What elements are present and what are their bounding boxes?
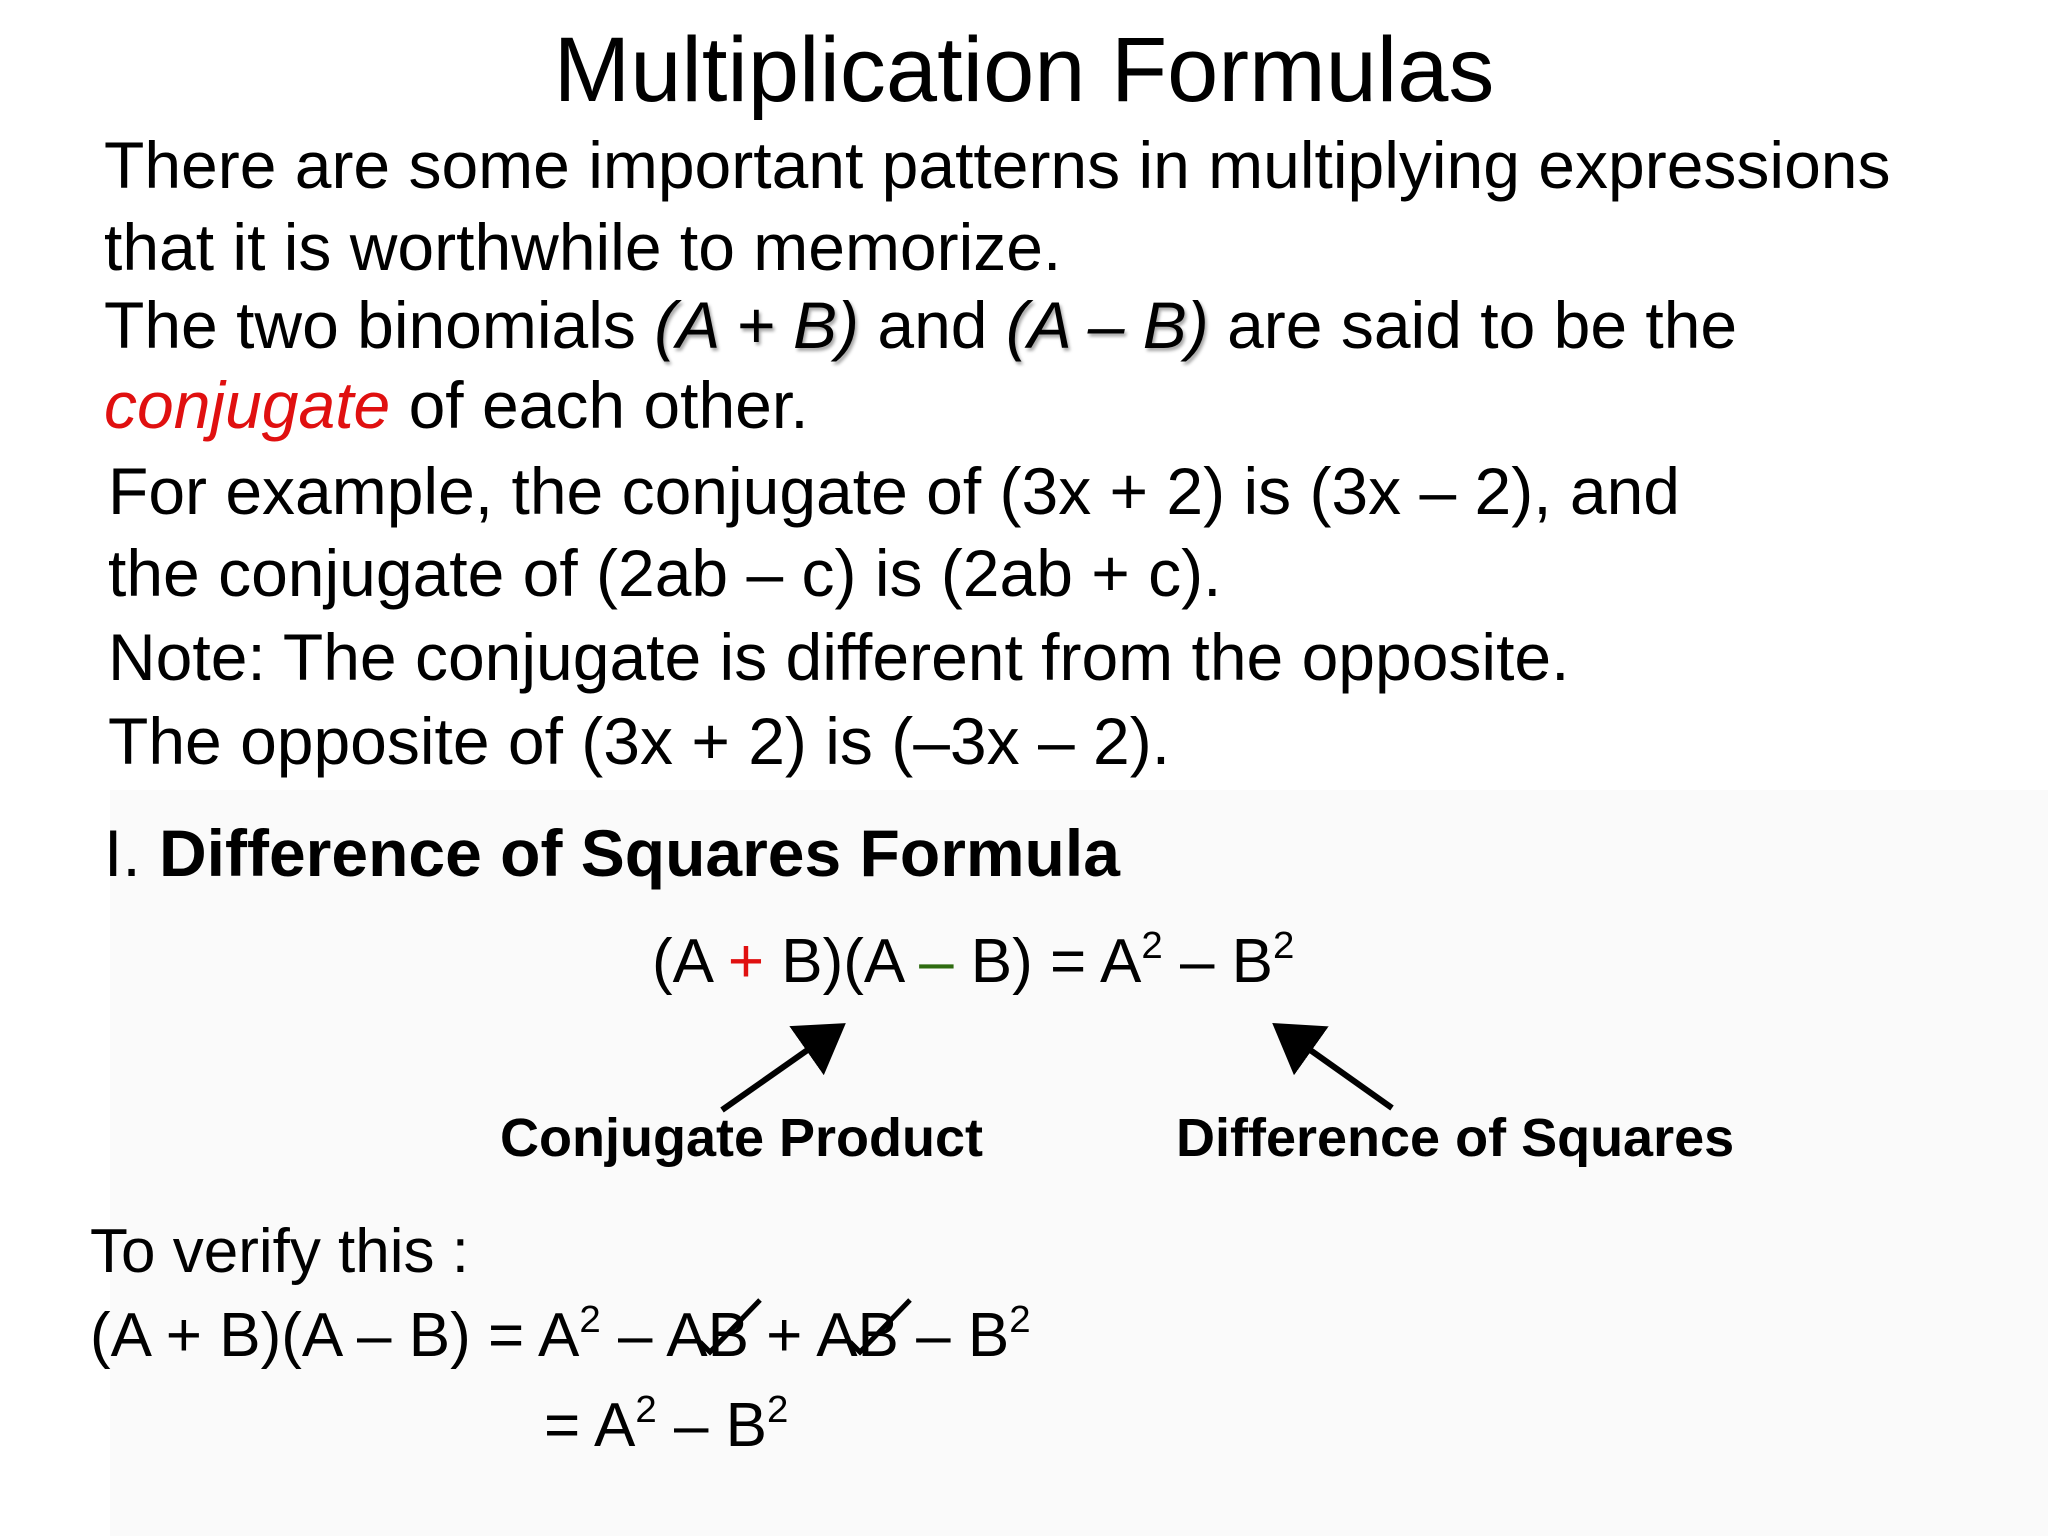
section-name: Difference of Squares Formula (159, 816, 1120, 890)
binomials-post: are said to be the (1208, 288, 1738, 362)
formula-close: B) = A (953, 927, 1142, 996)
binomials-pre: The two binomials (104, 288, 655, 362)
result-exponent-1: 2 (635, 1388, 657, 1432)
formula-exponent-1: 2 (1141, 924, 1163, 968)
binomial-expr-2: (A – B) (1005, 288, 1209, 362)
binomials-mid: and (859, 288, 1006, 362)
opposite-line: The opposite of (3x + 2) is (–3x – 2). (108, 704, 1171, 778)
cancelled-term-1: B (708, 1296, 749, 1376)
verify-expansion (90, 1296, 1031, 1376)
formula-plus: + (727, 927, 765, 996)
note-line: Note: The conjugate is different from the opposite. (108, 620, 1570, 694)
slide-title: Multiplication Formulas (553, 19, 1495, 121)
conjugate-post: of each other. (390, 368, 809, 442)
verify-exponent-a: 2 (579, 1298, 601, 1342)
conjugate-term: conjugate (104, 368, 391, 442)
intro-line-1: There are some important patterns in multiplying expressions (104, 128, 1891, 202)
verify-term-1: – A (600, 1301, 708, 1370)
cancelled-term-2: B (858, 1296, 899, 1376)
example-line-1: For example, the conjugate of (3x + 2) is (3x – 2), and (108, 454, 1680, 528)
section-number: I. (104, 816, 160, 890)
intro-line-2: that it is worthwhile to memorize. (104, 210, 1062, 284)
formula-open: (A (652, 927, 728, 996)
verify-heading: To verify this : (90, 1217, 469, 1286)
result-mid: – B (656, 1391, 768, 1460)
label-difference-of-squares: Difference of Squares (1176, 1108, 1735, 1168)
formula-mid: B)(A (764, 927, 920, 996)
formula-diff: – B (1162, 927, 1274, 996)
arrow-difference-of-squares (1282, 1030, 1392, 1108)
arrow-conjugate-product (722, 1030, 836, 1110)
cancel-mark-icon (698, 1290, 768, 1360)
verify-result (544, 1386, 788, 1466)
formula-minus: – (919, 927, 954, 996)
verify-lhs: (A + B)(A – B) = A (90, 1301, 580, 1370)
example-line-2: the conjugate of (2ab – c) is (2ab + c). (108, 536, 1222, 610)
verify-exponent-b: 2 (1009, 1298, 1031, 1342)
verify-term-3: – B (898, 1301, 1010, 1370)
result-exponent-2: 2 (767, 1388, 789, 1432)
binomial-expr-1: (A + B) (654, 288, 860, 362)
cancel-mark-icon (848, 1290, 918, 1360)
result-pre: = A (544, 1391, 636, 1460)
formula-exponent-2: 2 (1273, 924, 1295, 968)
label-conjugate-product: Conjugate Product (500, 1108, 983, 1168)
verify-term-2: + A (748, 1301, 858, 1370)
